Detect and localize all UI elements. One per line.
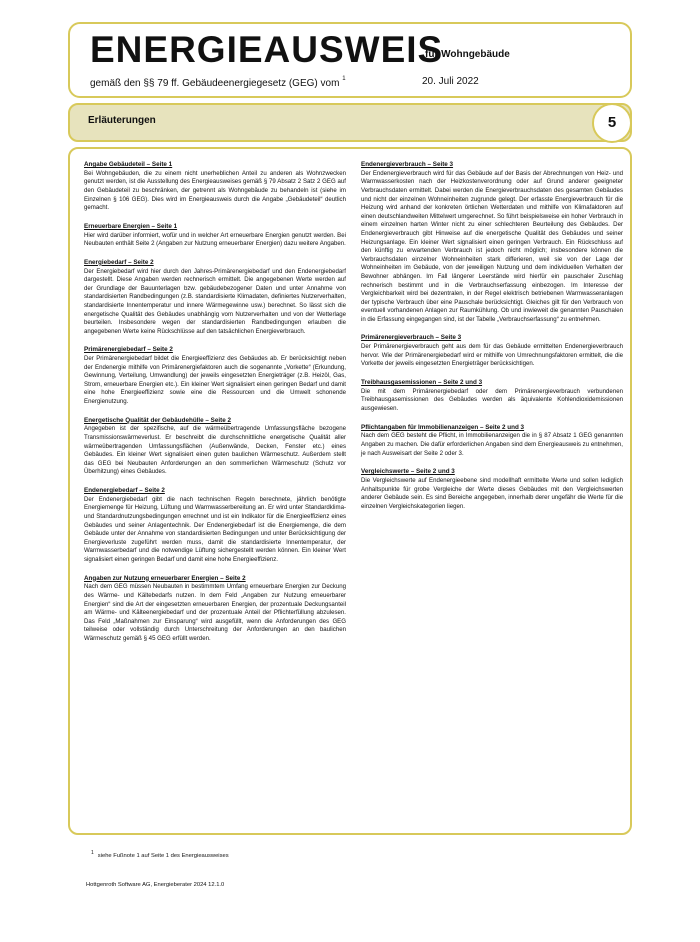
- document-title: ENERGIEAUSWEIS: [90, 29, 444, 70]
- section-title: Erläuterungen: [88, 115, 156, 126]
- software-credit: Hottgenroth Software AG, Energieberater 2024 12.1.0: [86, 882, 225, 888]
- explanation-section: [361, 379, 623, 414]
- section-text: Der Energiebedarf wird hier durch den Jahres-Primärenergiebedarf und den Endenergiebedarf dargestellt. Diese Angaben werden rechnerisch ermittelt. Die angegebenen Werte werden auf der Grundlage der Bauunterlagen bzw. gebäudebezogener Daten und unter Annahme von standardisierten Randbedingungen (z.B. standardisierte Klimadaten, definiertes Nutzerverhalten, standardisierte Innentemperatur und innere Wärmegewinne usw.) berechnet. So lässt sich die energetische Qualität des Gebäudes unabhängig vom Nutzerverhalten und von der Wetterlage beurteilen. Insbesondere wegen der standardisierten Randbedingungen erlauben die angegebenen Werte keine Rückschlüsse auf den tatsächlichen Energieverbrauch.: [84, 267, 346, 335]
- page-number-badge: 5: [592, 103, 632, 143]
- legal-basis: [90, 76, 346, 89]
- footnote-text: siehe Fußnote 1 auf Seite 1 des Energieausweises: [97, 853, 229, 859]
- explanation-section: [361, 468, 623, 511]
- explanation-section: [84, 161, 346, 213]
- section-text: Der Endenergiebedarf gibt die nach technischen Regeln berechnete, jährlich benötigte Energiemenge für Heizung, Lüftung und Warmwasserbereitung an. Er wird unter Standardklima- und Standardnutzungsbedingungen errechnet und ist ein Indikator für die Energieeffizienz eines Gebäudes und seiner Anlagentechnik. Der Endenergiebedarf ist die Energiemenge, die dem Gebäude unter der Annahme von standardisierten Bedingungen und unter Berücksichtigung der Energieverluste zugeführt werden muss, damit die standardisierte Innentemperatur, der Warmwasserbedarf und die notwendige Lüftung sichergestellt werden können. Ein kleiner Wert signalisiert einen geringen Bedarf und damit eine hohe Energieeffizienz.: [84, 495, 346, 563]
- document-subtitle: für Wohngebäude: [425, 49, 510, 60]
- section-heading: Angaben zur Nutzung erneuerbarer Energien – Seite 2: [84, 574, 246, 582]
- footnote-mark: 1: [91, 850, 94, 856]
- section-heading: Primärenergiebedarf – Seite 2: [84, 346, 173, 354]
- explanation-section: [84, 259, 346, 337]
- section-text: Hier wird darüber informiert, wofür und in welcher Art erneuerbare Energien genutzt werden. Bei Neubauten enthält Seite 2 (Angaben zur Nutzung erneuerbarer Energien) dazu weitere Angaben.: [84, 231, 346, 248]
- explanation-section: [84, 575, 346, 644]
- section-heading: Primärenergieverbrauch – Seite 3: [361, 334, 462, 342]
- explanations-panel: [68, 147, 632, 835]
- explanation-section: [84, 487, 346, 565]
- explanation-section: [84, 346, 346, 406]
- right-column: [361, 161, 623, 521]
- section-text: Bei Wohngebäuden, die zu einem nicht unerheblichen Anteil zu anderen als Wohnzwecken genutzt werden, ist die Ausstellung des Energieausweises gemäß § 79 Absatz 2 Satz 2 GEG auf den Gebäudeteil zu beschränken, der getrennt als Wohngebäude zu behandeln ist (siehe im Einzelnen § 106 GEG). Dies wird im Energieausweis durch die Angabe „Gebäudeteil“ deutlich gemacht.: [84, 169, 346, 212]
- section-text: Der Primärenergiebedarf bildet die Energieeffizienz des Gebäudes ab. Er berücksichtigt neben der Endenergie mithilfe von Primärenergiefaktoren auch die sogenannte „Vorkette“ (Erkundung, Gewinnung, Verteilung, Umwandlung) der jeweils eingesetzten Energieträger (z.B. Heizöl, Gas, Strom, erneuerbare Energien etc.). Ein kleiner Wert signalisiert einen geringen Bedarf und damit eine hohe Energieeffizienz sowie eine die Ressourcen und die Umwelt schonende Energienutzung.: [84, 355, 346, 406]
- section-heading: Energiebedarf – Seite 2: [84, 258, 154, 266]
- section-heading: Energetische Qualität der Gebäudehülle – Seite 2: [84, 416, 231, 424]
- footnote-reference: 1: [342, 76, 346, 82]
- section-heading: Treibhausgasemissionen – Seite 2 und 3: [361, 379, 483, 387]
- section-header: [68, 103, 632, 142]
- law-date: 20. Juli 2022: [422, 76, 479, 87]
- section-heading: Angabe Gebäudeteil – Seite 1: [84, 161, 173, 168]
- section-heading: Erneuerbare Energien – Seite 1: [84, 222, 178, 230]
- explanation-section: [361, 334, 623, 369]
- section-text: Der Endenergieverbrauch wird für das Gebäude auf der Basis der Abrechnungen von Heiz- und Warmwasserkosten nach der Heizkostenverordnung oder auf Grund anderer geeigneter Verbrauchsdaten ermittelt. Dabei werden die Energieverbrauchsdaten des gesamten Gebäudes und nicht der einzelnen Wohneinheiten zugrunde gelegt. Der erfasste Energieverbrauch für die Heizung wird anhand der konkreten örtlichen Wetterdaten und mithilfe von Klimafaktoren auf einen deutschlandweiten Mittelwert umgerechnet. So führt beispielsweise ein hoher Verbrauch in einem einzelnen harten Winter nicht zu einer schlechteren Beurteilung des Gebäudes. Der Endenergieverbrauch gibt Hinweise auf die energetische Qualität des Gebäudes und seiner Heizungsanlage. Ein kleiner Wert signalisiert einen geringen Verbrauch. Ein Rückschluss auf den künftig zu erwartenden Verbrauch ist jedoch nicht möglich; insbesondere können die Verbrauchsdaten einzelner Wohneinheiten stark differieren, weil sie von der Lage der Wohneinheiten im Gebäude, von der jeweiligen Nutzung und dem individuellen Verhalten der Bewohner abhängen. Im Fall längerer Leerstände wird hierfür ein pauschaler Zuschlag rechnerisch bestimmt und in die Verbrauchserfassung einbezogen. Im Interesse der Vergleichbarkeit wird bei dezentralen, in der Regel elektrisch betriebenen Warmwasseranlagen der typische Verbrauch über eine Pauschale berücksichtigt. Gleiches gilt für den Verbrauch von eventuell vorhandenen Anlagen zur Raumkühlung. Ob und inwieweit die genannten Pauschalen in die Erfassung eingegangen sind, ist der Tabelle „Verbrauchserfassung“ zu entnehmen.: [361, 169, 623, 323]
- section-text: Nach dem GEG besteht die Pflicht, in Immobilienanzeigen die in § 87 Absatz 1 GEG genannten Angaben zu machen. Die dafür erforderlichen Angaben sind dem Energieausweis zu entnehmen, je nach Ausweisart der Seite 2 oder 3.: [361, 432, 623, 457]
- explanation-section: [84, 223, 346, 249]
- explanation-section: [361, 161, 623, 324]
- explanation-section: [84, 417, 346, 477]
- legal-basis-text: gemäß den §§ 79 ff. Gebäudeenergiegesetz (GEG) vom: [90, 78, 340, 89]
- section-heading: Endenergieverbrauch – Seite 3: [361, 161, 454, 168]
- section-text: Nach dem GEG müssen Neubauten in bestimmtem Umfang erneuerbare Energien zur Deckung des Wärme- und Kältebedarfs nutzen. In dem Feld „Angaben zur Nutzung erneuerbarer Energien“ sind die Art der eingesetzten erneuerbaren Energien, der prozentuale Deckungsanteil am Wärme- und Kälteenergiebedarf und der prozentuale Anteil der Pflichterfüllung abzulesen. Das Feld „Maßnahmen zur Einsparung“ wird ausgefüllt, wenn die Anforderungen des GEG teilweise oder vollständig durch Unterschreitung der Anforderungen an den baulichen Wärmeschutz gemäß § 45 GEG erfüllt werden.: [84, 583, 346, 642]
- explanation-section: [361, 424, 623, 459]
- section-text: Der Primärenergieverbrauch geht aus dem für das Gebäude ermittelten Endenergieverbrauch hervor. Wie der Primärenergiebedarf wird er mithilfe von Umrechnungsfaktoren ermittelt, die die Vorkette der jeweils eingesetzten Energieträger berücksichtigen.: [361, 343, 623, 368]
- section-text: Die mit dem Primärenergiebedarf oder dem Primärenergieverbrauch verbundenen Treibhausgasemissionen des Gebäudes werden als äquivalente Kohlendioxidemissionen ausgewiesen.: [361, 387, 623, 413]
- section-text: Angegeben ist der spezifische, auf die wärmeübertragende Umfassungsfläche bezogene Transmissionswärmeverlust. Er beschreibt die durchschnittliche energetische Qualität aller wärmeübertragenden Umfassungsflächen (Außenwände, Decken, Fenster etc.) eines Gebäudes. Ein kleiner Wert signalisiert einen guten baulichen Wärmeschutz. Außerdem stellt das GEG bei Neubauten Anforderungen an den sommerlichen Wärmeschutz (Schutz vor Überhitzung) eines Gebäudes.: [84, 425, 346, 476]
- section-text: Die Vergleichswerte auf Endenergieebene sind modellhaft ermittelte Werte und sollen lediglich Anhaltspunkte für grobe Vergleiche der Werte dieses Gebäudes mit den Vergleichswerten anderer Gebäude sein. Es sind Bereiche angegeben, innerhalb derer ungefähr die Werte für die einzelnen Vergleichskategorien liegen.: [361, 477, 623, 510]
- section-heading: Vergleichswerte – Seite 2 und 3: [361, 468, 455, 476]
- document-header: [68, 22, 632, 98]
- section-heading: Endenergiebedarf – Seite 2: [84, 487, 165, 495]
- section-heading: Pflichtangaben für Immobilienanzeigen – Seite 2 und 3: [361, 423, 525, 431]
- left-column: [84, 161, 346, 654]
- footnote: [91, 850, 229, 859]
